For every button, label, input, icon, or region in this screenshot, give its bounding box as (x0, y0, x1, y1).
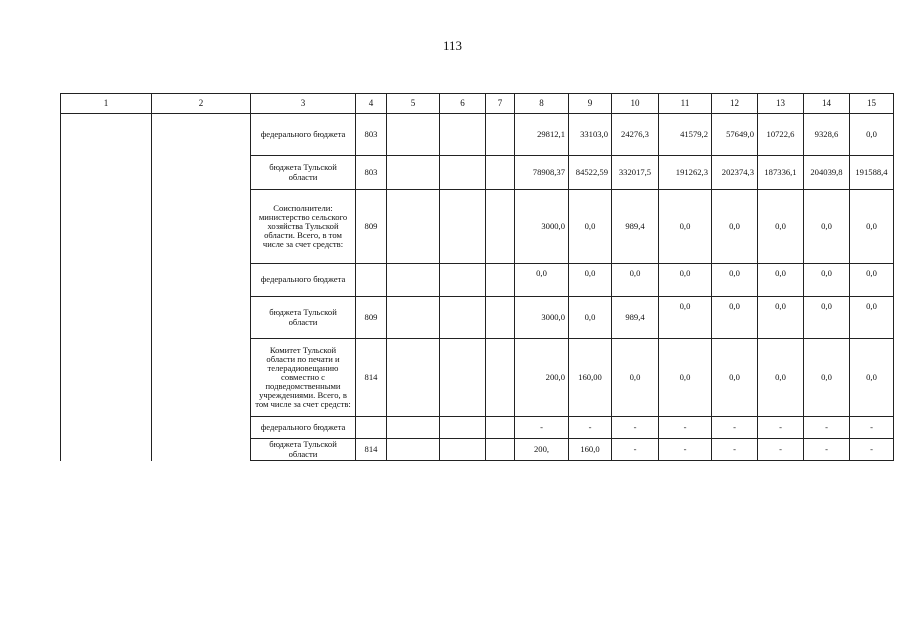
cell-col7 (486, 339, 515, 417)
cell-col14: 204039,8 (804, 156, 850, 190)
cell-col5 (387, 114, 440, 156)
page-number: 113 (442, 38, 463, 53)
cell-col11: 0,0 (659, 339, 712, 417)
cell-col13: 0,0 (758, 190, 804, 264)
cell-col6 (440, 156, 486, 190)
cell-col12: - (712, 439, 758, 461)
cell-col10: 332017,5 (612, 156, 659, 190)
budget-table (60, 93, 894, 461)
cell-col9: - (569, 417, 612, 439)
cell-col4: 814 (356, 339, 387, 417)
row-description: федерального бюджета (251, 114, 356, 156)
cell-col11: 0,0 (659, 264, 712, 297)
cell-col5 (387, 297, 440, 339)
row-description: бюджета Тульской области (251, 156, 356, 190)
cell-col15: 191588,4 (850, 156, 894, 190)
cell-col9: 84522,59 (569, 156, 612, 190)
cell-col15: 0,0 (850, 114, 894, 156)
column-header: 10 (612, 94, 659, 114)
cell-col6 (440, 264, 486, 297)
cell-col4 (356, 264, 387, 297)
column-header: 8 (515, 94, 569, 114)
cell-col9: 0,0 (569, 264, 612, 297)
column-header: 6 (440, 94, 486, 114)
cell-col15: 0,0 (850, 264, 894, 297)
cell-col12: - (712, 417, 758, 439)
row-description: бюджета Тульской области (251, 439, 356, 461)
merged-column-2 (152, 114, 251, 461)
cell-col4: 803 (356, 156, 387, 190)
cell-col8: 0,0 (515, 264, 569, 297)
row-description: федерального бюджета (251, 417, 356, 439)
cell-col13: 10722,6 (758, 114, 804, 156)
cell-col12: 57649,0 (712, 114, 758, 156)
cell-col9: 33103,0 (569, 114, 612, 156)
cell-col10: 0,0 (612, 264, 659, 297)
cell-col13: - (758, 439, 804, 461)
cell-col4: 803 (356, 114, 387, 156)
cell-col13: 0,0 (758, 339, 804, 417)
cell-col11: 0,0 (659, 190, 712, 264)
cell-col12: 202374,3 (712, 156, 758, 190)
column-header: 11 (659, 94, 712, 114)
cell-col9: 0,0 (569, 297, 612, 339)
cell-col8: 29812,1 (515, 114, 569, 156)
row-description: бюджета Тульской области (251, 297, 356, 339)
cell-col14: 9328,6 (804, 114, 850, 156)
column-header: 7 (486, 94, 515, 114)
cell-col12: 0,0 (712, 339, 758, 417)
cell-col8: 200,0 (515, 339, 569, 417)
cell-col6 (440, 190, 486, 264)
cell-col11: 0,0 (659, 297, 712, 339)
cell-col4: 809 (356, 297, 387, 339)
cell-col10: 0,0 (612, 339, 659, 417)
cell-col7 (486, 439, 515, 461)
cell-col14: - (804, 417, 850, 439)
cell-col7 (486, 114, 515, 156)
cell-col13: 187336,1 (758, 156, 804, 190)
cell-col8: - (515, 417, 569, 439)
cell-col9: 160,0 (569, 439, 612, 461)
header-row (61, 94, 894, 114)
cell-col10: - (612, 417, 659, 439)
column-header: 2 (152, 94, 251, 114)
cell-col5 (387, 264, 440, 297)
cell-col11: - (659, 439, 712, 461)
cell-col6 (440, 439, 486, 461)
cell-col13: - (758, 417, 804, 439)
cell-col14: - (804, 439, 850, 461)
cell-col14: 0,0 (804, 297, 850, 339)
cell-col8: 200, (515, 439, 569, 461)
cell-col15: 0,0 (850, 190, 894, 264)
column-header: 15 (850, 94, 894, 114)
cell-col5 (387, 417, 440, 439)
cell-col11: 41579,2 (659, 114, 712, 156)
column-header: 4 (356, 94, 387, 114)
cell-col14: 0,0 (804, 339, 850, 417)
cell-col14: 0,0 (804, 264, 850, 297)
column-header: 5 (387, 94, 440, 114)
cell-col5 (387, 439, 440, 461)
row-description: Соисполнители: министерство сельского хозяйства Тульской области. Всего, в том числе за счет средств: (251, 190, 356, 264)
cell-col13: 0,0 (758, 297, 804, 339)
cell-col12: 0,0 (712, 297, 758, 339)
cell-col7 (486, 297, 515, 339)
cell-col15: - (850, 439, 894, 461)
column-header: 3 (251, 94, 356, 114)
cell-col13: 0,0 (758, 264, 804, 297)
row-description: федерального бюджета (251, 264, 356, 297)
cell-col10: 24276,3 (612, 114, 659, 156)
cell-col12: 0,0 (712, 264, 758, 297)
cell-col5 (387, 339, 440, 417)
cell-col10: 989,4 (612, 190, 659, 264)
cell-col4 (356, 417, 387, 439)
merged-column-1 (61, 114, 152, 461)
cell-col8: 78908,37 (515, 156, 569, 190)
cell-col5 (387, 156, 440, 190)
cell-col6 (440, 297, 486, 339)
table-row (61, 114, 894, 156)
cell-col7 (486, 156, 515, 190)
cell-col5 (387, 190, 440, 264)
cell-col10: - (612, 439, 659, 461)
cell-col8: 3000,0 (515, 297, 569, 339)
cell-col12: 0,0 (712, 190, 758, 264)
cell-col15: - (850, 417, 894, 439)
cell-col9: 160,00 (569, 339, 612, 417)
cell-col6 (440, 114, 486, 156)
cell-col7 (486, 190, 515, 264)
cell-col15: 0,0 (850, 297, 894, 339)
cell-col11: - (659, 417, 712, 439)
cell-col4: 809 (356, 190, 387, 264)
cell-col7 (486, 264, 515, 297)
cell-col14: 0,0 (804, 190, 850, 264)
cell-col4: 814 (356, 439, 387, 461)
cell-col6 (440, 339, 486, 417)
cell-col6 (440, 417, 486, 439)
column-header: 1 (61, 94, 152, 114)
cell-col8: 3000,0 (515, 190, 569, 264)
cell-col9: 0,0 (569, 190, 612, 264)
cell-col15: 0,0 (850, 339, 894, 417)
column-header: 13 (758, 94, 804, 114)
column-header: 9 (569, 94, 612, 114)
cell-col7 (486, 417, 515, 439)
cell-col11: 191262,3 (659, 156, 712, 190)
cell-col10: 989,4 (612, 297, 659, 339)
column-header: 12 (712, 94, 758, 114)
row-description: Комитет Тульской области по печати и телерадиовещанию совместно с подведомственными учреждениями. Всего, в том числе за счет средств: (251, 339, 356, 417)
column-header: 14 (804, 94, 850, 114)
